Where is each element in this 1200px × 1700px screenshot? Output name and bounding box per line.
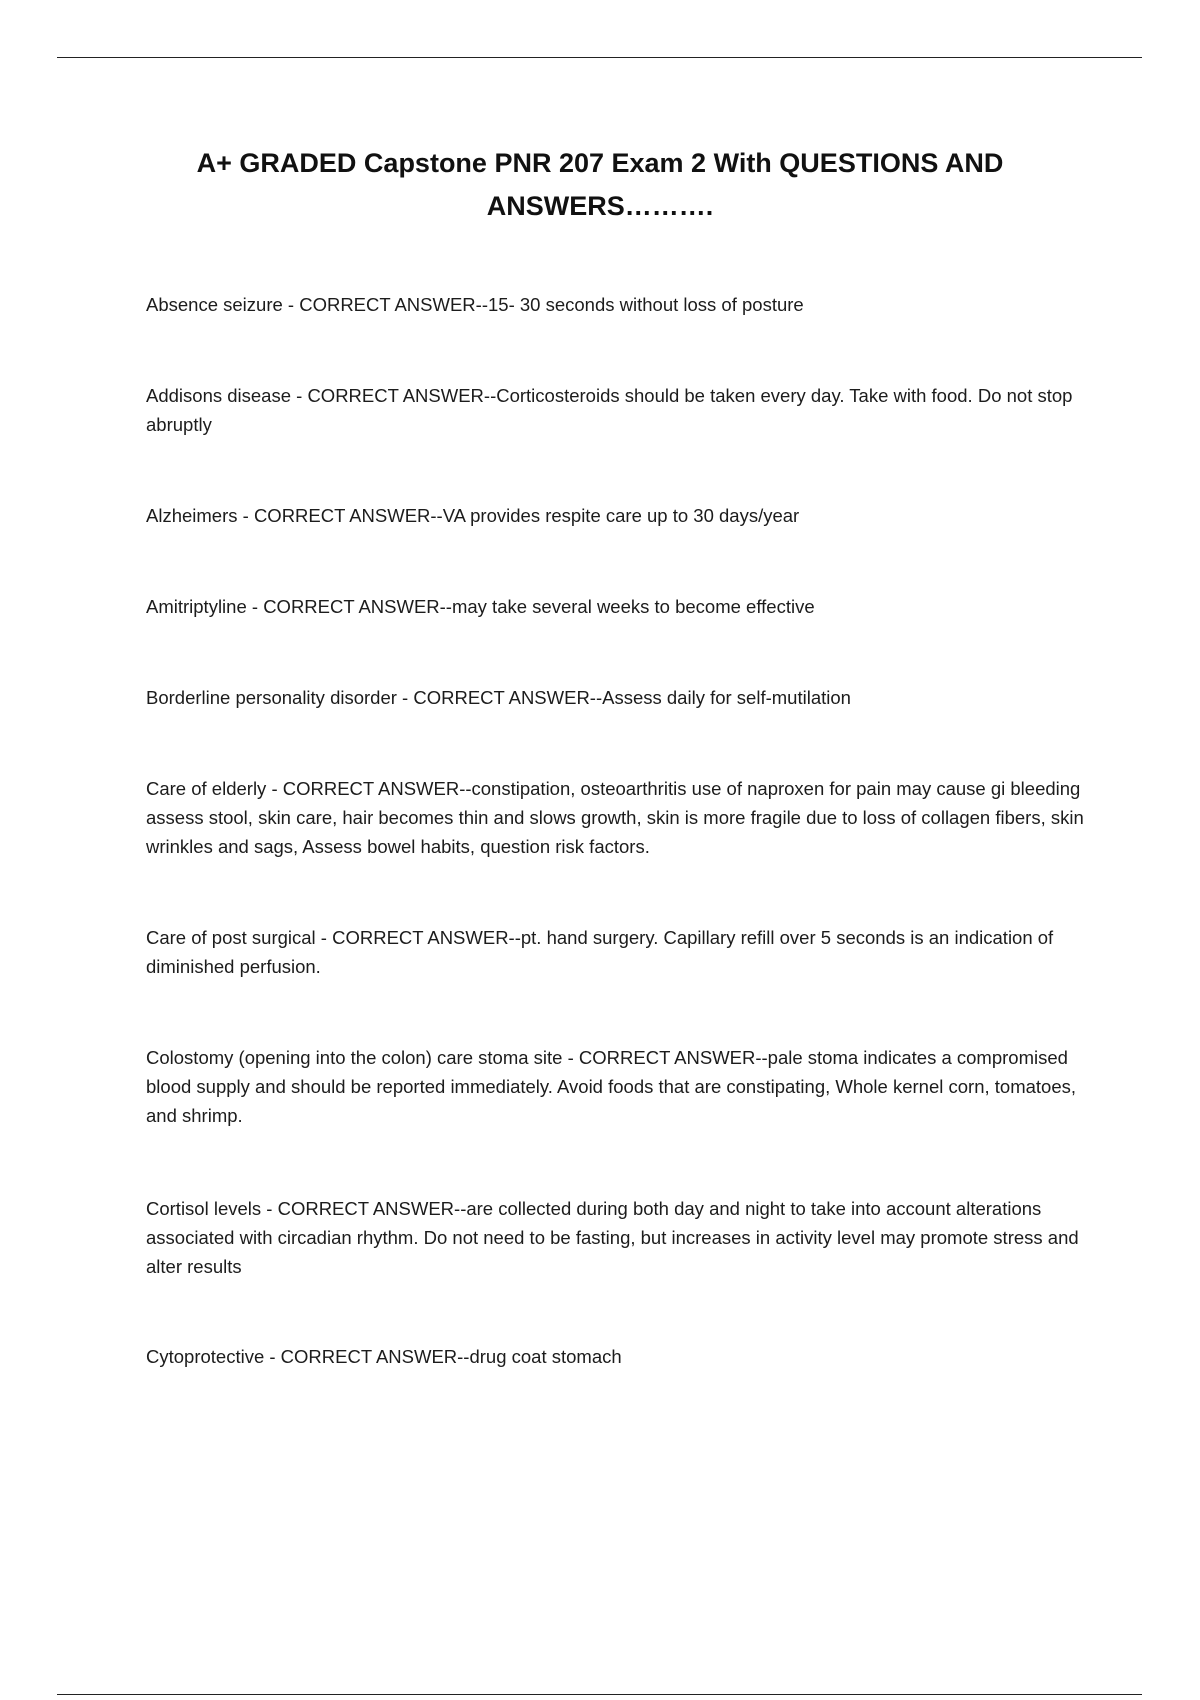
top-divider — [57, 57, 1142, 58]
qa-item-amitriptyline: Amitriptyline - CORRECT ANSWER--may take several weeks to become effective — [146, 596, 815, 617]
qa-item-care-of-elderly: Care of elderly - CORRECT ANSWER--constipation, osteoarthritis use of naproxen for pain may cause gi bleeding assess stool, skin care, hair becomes thin and slows growth, skin is more fragile due to loss of collagen fibers, skin wrinkles and sags, Assess bowel habits, question risk factors. — [146, 778, 1084, 857]
document-title: A+ GRADED Capstone PNR 207 Exam 2 With QUESTIONS AND ANSWERS………. — [196, 148, 1004, 221]
qa-item-care-post-surgical: Care of post surgical - CORRECT ANSWER--pt. hand surgery. Capillary refill over 5 seconds is an indication of diminished perfusion. — [146, 927, 1054, 977]
qa-item-cytoprotective: Cytoprotective - CORRECT ANSWER--drug coat stomach — [146, 1346, 622, 1367]
qa-item-alzheimers: Alzheimers - CORRECT ANSWER--VA provides respite care up to 30 days/year — [146, 505, 800, 526]
bottom-divider — [57, 1694, 1142, 1695]
qa-item-cortisol-levels: Cortisol levels - CORRECT ANSWER--are collected during both day and night to take into account alterations associated with circadian rhythm. Do not need to be fasting, but increases in activity level may promote stress and alter results — [146, 1198, 1079, 1277]
qa-item-absence-seizure: Absence seizure - CORRECT ANSWER--15- 30 seconds without loss of posture — [146, 294, 804, 315]
qa-item-addisons-disease: Addisons disease - CORRECT ANSWER--Corticosteroids should be taken every day. Take with food. Do not stop abruptly — [146, 385, 1073, 435]
qa-item-borderline-personality: Borderline personality disorder - CORRECT ANSWER--Assess daily for self-mutilation — [146, 687, 851, 708]
qa-item-colostomy: Colostomy (opening into the colon) care stoma site - CORRECT ANSWER--pale stoma indicates a compromised blood supply and should be reported immediately. Avoid foods that are constipating, Whole kernel corn, tomatoes, and shrimp. — [146, 1047, 1077, 1126]
